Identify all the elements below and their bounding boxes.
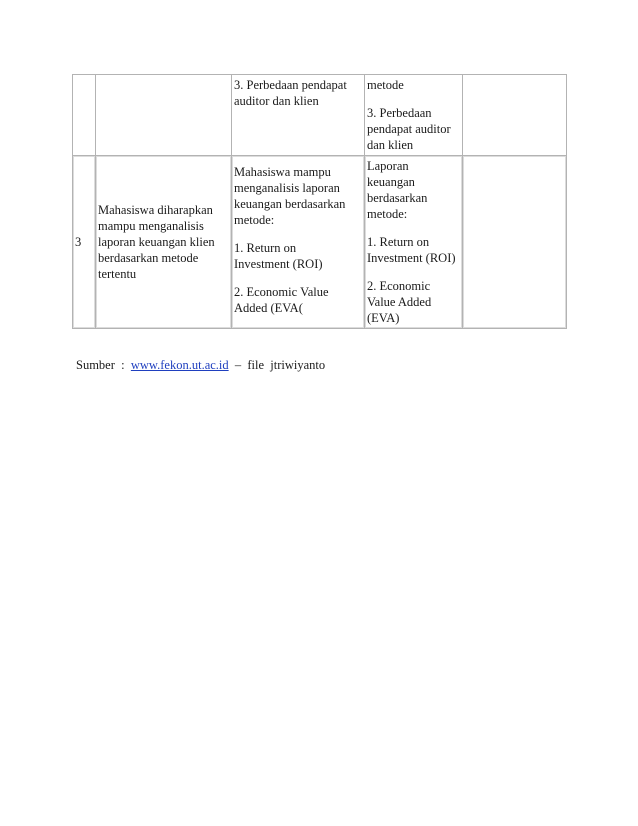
material-intro-text: Laporan keuangan berdasarkan metode: <box>367 159 428 221</box>
competency-item-roi: 1. Return on Investment (ROI) <box>234 241 323 271</box>
table-cell-empty <box>463 156 567 329</box>
table-cell-empty <box>463 75 567 156</box>
material-text: metode <box>367 78 404 92</box>
material-item-eva: 2. Economic Value Added (EVA) <box>367 279 432 325</box>
table-cell-material <box>365 156 463 329</box>
row-number: 3 <box>75 235 82 249</box>
competency-intro-text: Mahasiswa mampu menganalisis laporan keuangan berdasarkan metode: <box>234 165 346 227</box>
competency-item-eva: 2. Economic Value Added (EVA( <box>234 285 329 315</box>
competency-item-text: 3. Perbedaan pendapat auditor dan klien <box>234 78 347 108</box>
table-cell-number <box>73 156 96 329</box>
table-cell-material <box>365 75 463 156</box>
table-row <box>73 156 567 329</box>
source-line <box>76 357 325 373</box>
material-item-text: 3. Perbedaan pendapat auditor dan klien <box>367 106 451 152</box>
source-prefix: Sumber : <box>76 358 131 372</box>
material-item-roi: 1. Return on Investment (ROI) <box>367 235 456 265</box>
table-cell-competency <box>232 75 365 156</box>
source-link[interactable]: www.fekon.ut.ac.id <box>130 358 229 372</box>
table-cell-competency <box>232 156 365 329</box>
source-suffix: – file jtriwiyanto <box>228 358 326 372</box>
competency-table <box>72 74 567 329</box>
table-cell-number <box>73 75 96 156</box>
objective-text: Mahasiswa diharapkan mampu menganalisis laporan keuangan klien berdasarkan metode tertentu <box>98 203 215 281</box>
table-cell-objective <box>96 75 232 156</box>
table-row <box>73 75 567 156</box>
table-cell-objective <box>96 156 232 329</box>
